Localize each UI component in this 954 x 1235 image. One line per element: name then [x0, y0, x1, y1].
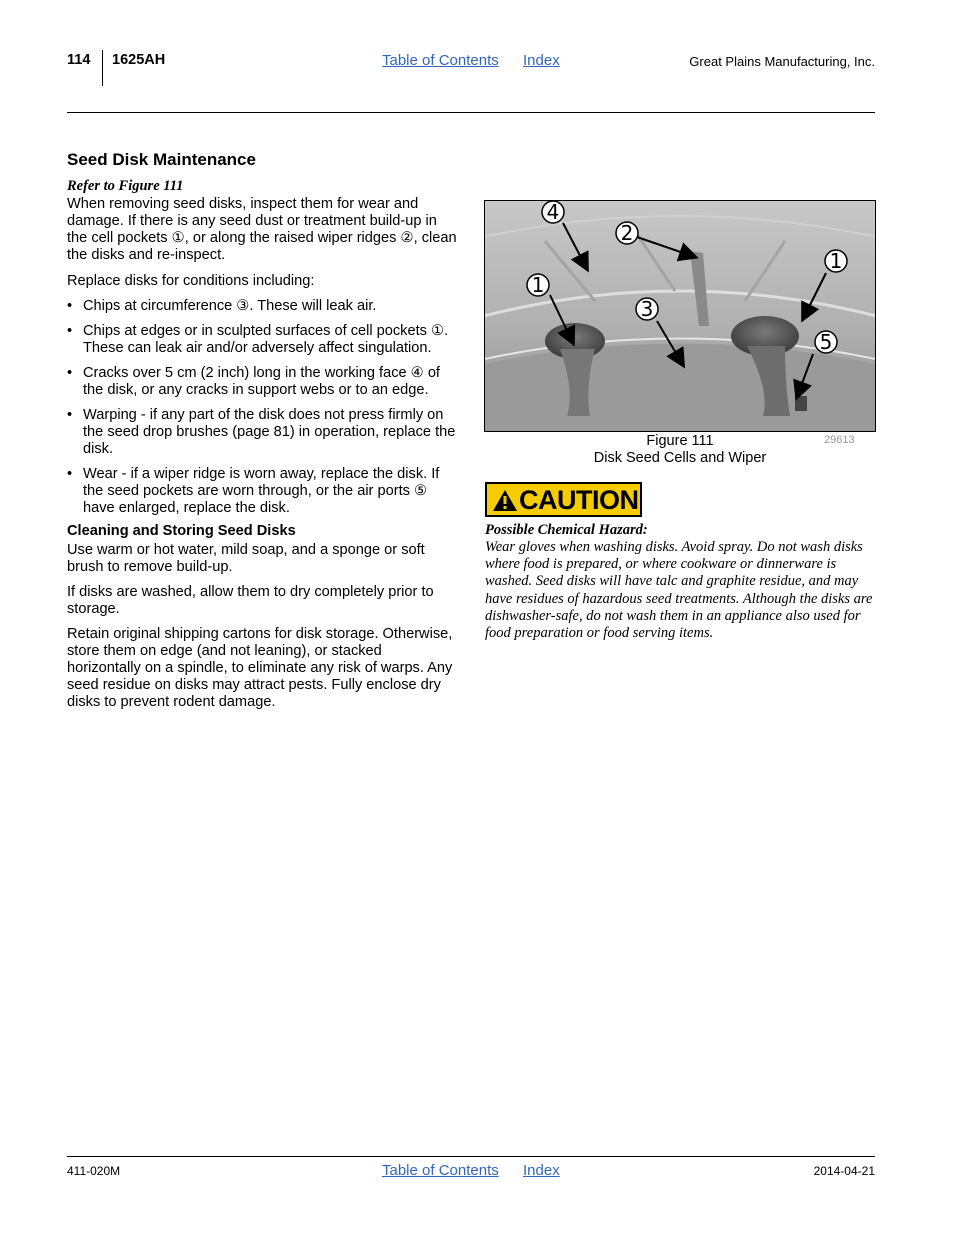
footer-toc-link[interactable]: Table of Contents — [382, 1162, 499, 1179]
figure-caption: Disk Seed Cells and Wiper — [593, 450, 767, 466]
figure-image-id: 29613 — [824, 434, 855, 446]
figure-number: Figure 111 — [646, 433, 714, 449]
header-rule — [67, 112, 875, 113]
list-item: • Wear - if a wiper ridge is worn away, replace the disk. If the seed pockets are worn through, or the air ports ⑤ have enlarged, replace the disk. — [67, 466, 459, 517]
callout-4: 4 — [546, 201, 560, 224]
callout-5: 5 — [819, 330, 833, 354]
subheading: Cleaning and Storing Seed Disks — [67, 523, 296, 539]
caution-label — [485, 482, 642, 517]
list-item: • Chips at circumference ③. These will leak air. — [67, 298, 459, 315]
footer-rule — [67, 1156, 875, 1157]
callout-1-right: 1 — [829, 249, 843, 273]
cleaning-paragraph: Use warm or hot water, mild soap, and a sponge or soft brush to remove build-up. — [67, 542, 425, 575]
hazard-title: Possible Chemical Hazard: — [485, 522, 648, 538]
list-item: • Warping - if any part of the disk does not press firmly on the seed drop brushes (page 81) in operation, replace the disk. — [67, 407, 459, 458]
caution-word: CAUTION — [519, 485, 639, 515]
hazard-text: Wear gloves when washing disks. Avoid spray. Do not wash disks where food is prepared, or where cookware or dinnerware is washed. Seed disks will have talc and graphite residue, and may have residues of hazardous seed treatments. Although the disks are dishwasher-safe, do not wash them in an appliance also used for food preparation or food serving items. — [485, 539, 873, 642]
replace-intro: Replace disks for conditions including: — [67, 273, 315, 289]
seed-disk-illustration — [485, 201, 875, 431]
drying-paragraph: If disks are washed, allow them to dry completely prior to storage. — [67, 584, 434, 617]
header-toc-link[interactable]: Table of Contents — [382, 52, 499, 69]
footer-index-link[interactable]: Index — [523, 1162, 560, 1179]
storage-paragraph: Retain original shipping cartons for disk storage. Otherwise, store them on edge (and not leaning), or stacked horizontally on a spindle, to eliminate any risk of warps. Any seed residue on disks may attract pests. Fully enclose dry disks to prevent rodent damage. — [67, 626, 453, 710]
figure-reference: Refer to Figure 111 — [67, 178, 184, 194]
intro-paragraph: When removing seed disks, inspect them for wear and damage. If there is any seed dust or treatment build-up in the cell pockets ①, or along the raised wiper ridges ②, clean the disks and re-inspect. — [67, 196, 457, 263]
callout-3: 3 — [640, 297, 654, 321]
callout-1-left: 1 — [531, 273, 545, 297]
company-name: Great Plains Manufacturing, Inc. — [689, 54, 875, 69]
document-number: 411-020M — [67, 1164, 121, 1178]
page-number: 114 — [67, 52, 91, 68]
list-item: • Cracks over 5 cm (2 inch) long in the working face ④ of the disk, or any cracks in support webs or to an edge. — [67, 365, 459, 399]
header-divider — [102, 50, 103, 86]
section-title: Seed Disk Maintenance — [67, 150, 256, 169]
warning-triangle-icon — [492, 489, 518, 512]
model-name: 1625AH — [112, 52, 166, 68]
publication-date: 2014-04-21 — [813, 1164, 875, 1178]
list-item: • Chips at edges or in sculpted surfaces of cell pockets ①. These can leak air and/or adversely affect singulation. — [67, 323, 459, 357]
figure-photo — [484, 200, 876, 432]
left-column — [67, 196, 459, 711]
header-index-link[interactable]: Index — [523, 52, 560, 69]
conditions-list — [67, 298, 459, 517]
callout-2: 2 — [620, 221, 634, 245]
